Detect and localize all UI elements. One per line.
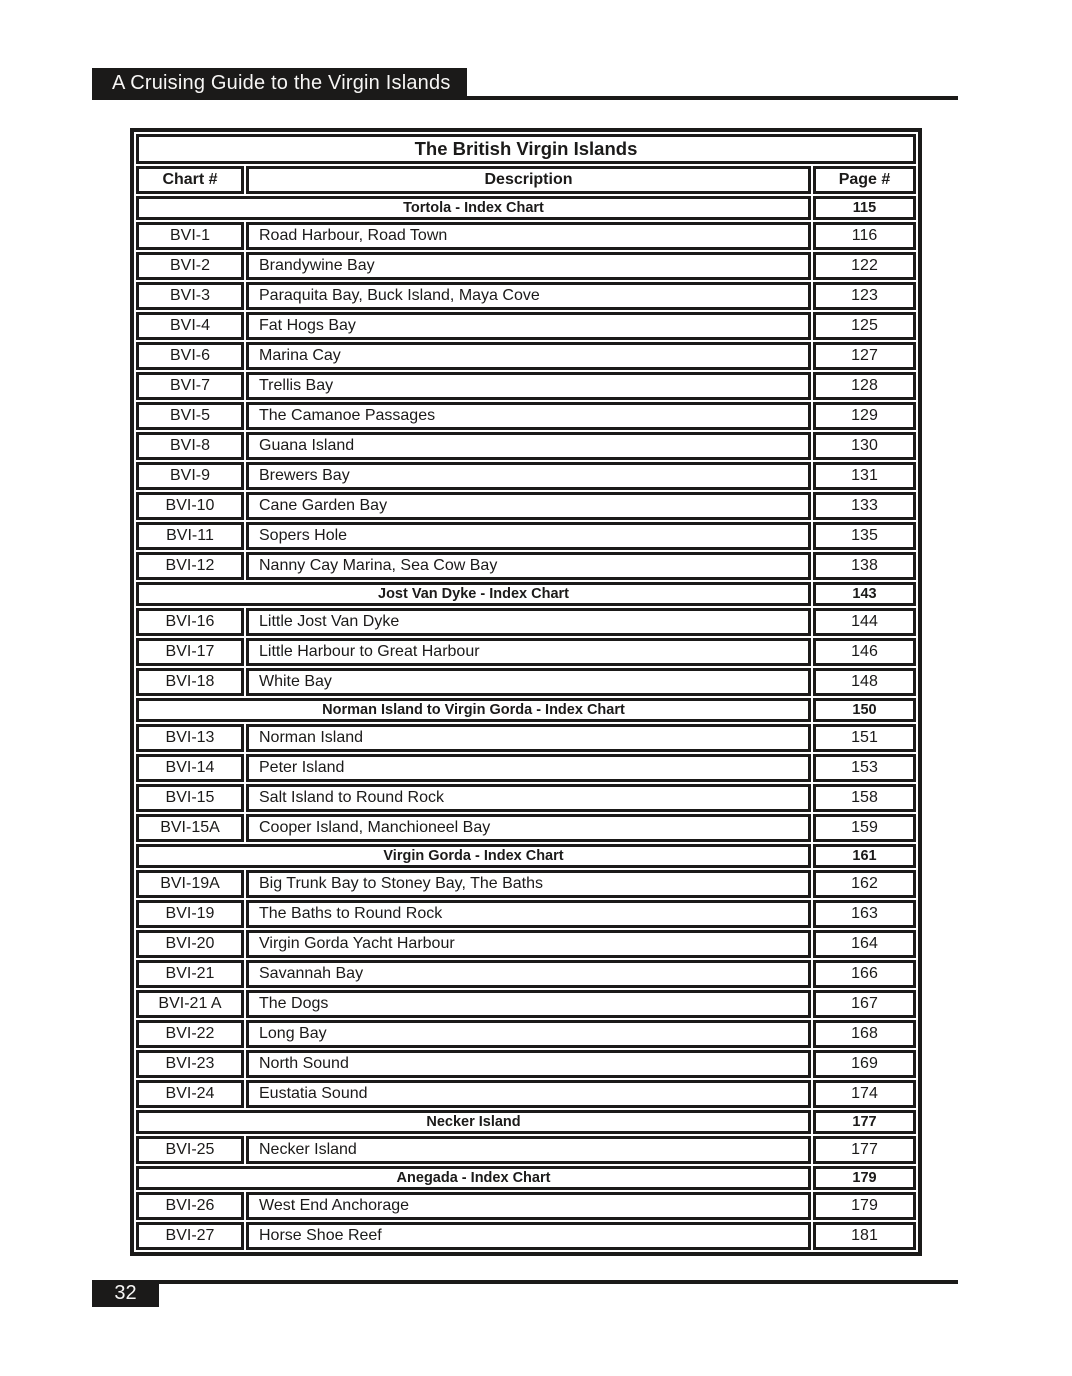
section-label: Virgin Gorda - Index Chart bbox=[136, 844, 811, 868]
chart-description: Road Harbour, Road Town bbox=[246, 222, 811, 250]
chart-description: Salt Island to Round Rock bbox=[246, 784, 811, 812]
chart-page-number: 135 bbox=[813, 522, 916, 550]
chart-number: BVI-5 bbox=[136, 402, 244, 430]
chart-number: BVI-6 bbox=[136, 342, 244, 370]
table-row bbox=[136, 724, 916, 752]
section-row bbox=[136, 582, 916, 606]
column-header-description: Description bbox=[246, 166, 811, 194]
chart-description: Necker Island bbox=[246, 1136, 811, 1164]
table-row bbox=[136, 492, 916, 520]
table-row bbox=[136, 1222, 916, 1250]
section-page-number: 177 bbox=[813, 1110, 916, 1134]
chart-page-number: 125 bbox=[813, 312, 916, 340]
chart-description: The Dogs bbox=[246, 990, 811, 1018]
table-row bbox=[136, 372, 916, 400]
chart-number: BVI-18 bbox=[136, 668, 244, 696]
page-header bbox=[92, 68, 958, 100]
chart-description: Long Bay bbox=[246, 1020, 811, 1048]
chart-number: BVI-12 bbox=[136, 552, 244, 580]
chart-description: West End Anchorage bbox=[246, 1192, 811, 1220]
chart-page-number: 138 bbox=[813, 552, 916, 580]
chart-number: BVI-10 bbox=[136, 492, 244, 520]
chart-page-number: 131 bbox=[813, 462, 916, 490]
chart-page-number: 129 bbox=[813, 402, 916, 430]
chart-page-number: 146 bbox=[813, 638, 916, 666]
table-row bbox=[136, 342, 916, 370]
table-row bbox=[136, 814, 916, 842]
table-row bbox=[136, 870, 916, 898]
chart-description: Guana Island bbox=[246, 432, 811, 460]
header-rule bbox=[467, 96, 958, 100]
section-page-number: 161 bbox=[813, 844, 916, 868]
chart-description: Cooper Island, Manchioneel Bay bbox=[246, 814, 811, 842]
table-row bbox=[136, 252, 916, 280]
section-row bbox=[136, 698, 916, 722]
chart-number: BVI-3 bbox=[136, 282, 244, 310]
chart-description: The Camanoe Passages bbox=[246, 402, 811, 430]
chart-page-number: 168 bbox=[813, 1020, 916, 1048]
section-row bbox=[136, 844, 916, 868]
chart-number: BVI-27 bbox=[136, 1222, 244, 1250]
chart-number: BVI-20 bbox=[136, 930, 244, 958]
chart-description: Sopers Hole bbox=[246, 522, 811, 550]
chart-number: BVI-15 bbox=[136, 784, 244, 812]
table-row bbox=[136, 784, 916, 812]
chart-page-number: 128 bbox=[813, 372, 916, 400]
chart-description: Norman Island bbox=[246, 724, 811, 752]
page-number: 32 bbox=[114, 1282, 137, 1304]
table-title: The British Virgin Islands bbox=[136, 134, 916, 164]
section-row bbox=[136, 1110, 916, 1134]
page-number-box bbox=[92, 1280, 159, 1307]
table-row bbox=[136, 522, 916, 550]
chart-number: BVI-1 bbox=[136, 222, 244, 250]
chart-number: BVI-8 bbox=[136, 432, 244, 460]
chart-description: White Bay bbox=[246, 668, 811, 696]
section-label: Norman Island to Virgin Gorda - Index Chart bbox=[136, 698, 811, 722]
footer-rule bbox=[159, 1280, 958, 1284]
page-footer bbox=[92, 1280, 958, 1307]
chart-page-number: 133 bbox=[813, 492, 916, 520]
chart-number: BVI-23 bbox=[136, 1050, 244, 1078]
chart-page-number: 151 bbox=[813, 724, 916, 752]
section-label: Anegada - Index Chart bbox=[136, 1166, 811, 1190]
chart-description: Little Jost Van Dyke bbox=[246, 608, 811, 636]
chart-page-number: 163 bbox=[813, 900, 916, 928]
chart-page-number: 179 bbox=[813, 1192, 916, 1220]
chart-page-number: 122 bbox=[813, 252, 916, 280]
table-row bbox=[136, 1192, 916, 1220]
table-row bbox=[136, 1080, 916, 1108]
chart-number: BVI-19A bbox=[136, 870, 244, 898]
section-page-number: 115 bbox=[813, 196, 916, 220]
chart-number: BVI-15A bbox=[136, 814, 244, 842]
running-header-band bbox=[92, 68, 467, 100]
section-label: Tortola - Index Chart bbox=[136, 196, 811, 220]
chart-number: BVI-16 bbox=[136, 608, 244, 636]
section-page-number: 179 bbox=[813, 1166, 916, 1190]
chart-description: Trellis Bay bbox=[246, 372, 811, 400]
chart-number: BVI-14 bbox=[136, 754, 244, 782]
chart-page-number: 116 bbox=[813, 222, 916, 250]
chart-number: BVI-24 bbox=[136, 1080, 244, 1108]
chart-page-number: 159 bbox=[813, 814, 916, 842]
chart-description: Big Trunk Bay to Stoney Bay, The Baths bbox=[246, 870, 811, 898]
section-page-number: 150 bbox=[813, 698, 916, 722]
chart-page-number: 164 bbox=[813, 930, 916, 958]
chart-description: Eustatia Sound bbox=[246, 1080, 811, 1108]
section-page-number: 143 bbox=[813, 582, 916, 606]
chart-description: Little Harbour to Great Harbour bbox=[246, 638, 811, 666]
section-row bbox=[136, 196, 916, 220]
chart-description: Peter Island bbox=[246, 754, 811, 782]
chart-page-number: 181 bbox=[813, 1222, 916, 1250]
chart-description: Savannah Bay bbox=[246, 960, 811, 988]
section-row bbox=[136, 1166, 916, 1190]
chart-number: BVI-21 bbox=[136, 960, 244, 988]
table-row bbox=[136, 900, 916, 928]
chart-description: North Sound bbox=[246, 1050, 811, 1078]
chart-number: BVI-9 bbox=[136, 462, 244, 490]
chart-page-number: 177 bbox=[813, 1136, 916, 1164]
chart-number: BVI-26 bbox=[136, 1192, 244, 1220]
chart-page-number: 174 bbox=[813, 1080, 916, 1108]
chart-description: Marina Cay bbox=[246, 342, 811, 370]
table-row bbox=[136, 462, 916, 490]
table-row bbox=[136, 668, 916, 696]
chart-page-number: 127 bbox=[813, 342, 916, 370]
table-row bbox=[136, 1136, 916, 1164]
chart-page-number: 158 bbox=[813, 784, 916, 812]
section-label: Jost Van Dyke - Index Chart bbox=[136, 582, 811, 606]
table-row bbox=[136, 608, 916, 636]
chart-page-number: 130 bbox=[813, 432, 916, 460]
table-row bbox=[136, 222, 916, 250]
chart-number: BVI-22 bbox=[136, 1020, 244, 1048]
section-label: Necker Island bbox=[136, 1110, 811, 1134]
table-row bbox=[136, 312, 916, 340]
table-title-row bbox=[136, 134, 916, 164]
chart-description: Virgin Gorda Yacht Harbour bbox=[246, 930, 811, 958]
chart-page-number: 167 bbox=[813, 990, 916, 1018]
table-row bbox=[136, 638, 916, 666]
running-header-title: A Cruising Guide to the Virgin Islands bbox=[112, 71, 451, 94]
chart-page-number: 144 bbox=[813, 608, 916, 636]
chart-description: Cane Garden Bay bbox=[246, 492, 811, 520]
chart-page-number: 153 bbox=[813, 754, 916, 782]
chart-number: BVI-7 bbox=[136, 372, 244, 400]
chart-number: BVI-25 bbox=[136, 1136, 244, 1164]
chart-description: Brandywine Bay bbox=[246, 252, 811, 280]
chart-page-number: 123 bbox=[813, 282, 916, 310]
chart-index-table bbox=[130, 128, 922, 1256]
chart-number: BVI-2 bbox=[136, 252, 244, 280]
chart-number: BVI-21 A bbox=[136, 990, 244, 1018]
chart-description: Paraquita Bay, Buck Island, Maya Cove bbox=[246, 282, 811, 310]
chart-page-number: 162 bbox=[813, 870, 916, 898]
chart-number: BVI-13 bbox=[136, 724, 244, 752]
table-row bbox=[136, 1020, 916, 1048]
table-row bbox=[136, 1050, 916, 1078]
table-row bbox=[136, 930, 916, 958]
table-row bbox=[136, 402, 916, 430]
chart-page-number: 166 bbox=[813, 960, 916, 988]
table-header-row bbox=[136, 166, 916, 194]
table-row bbox=[136, 282, 916, 310]
chart-description: Horse Shoe Reef bbox=[246, 1222, 811, 1250]
table-row bbox=[136, 432, 916, 460]
table-row bbox=[136, 552, 916, 580]
column-header-page: Page # bbox=[813, 166, 916, 194]
chart-page-number: 148 bbox=[813, 668, 916, 696]
chart-number: BVI-17 bbox=[136, 638, 244, 666]
chart-description: The Baths to Round Rock bbox=[246, 900, 811, 928]
chart-number: BVI-4 bbox=[136, 312, 244, 340]
chart-description: Nanny Cay Marina, Sea Cow Bay bbox=[246, 552, 811, 580]
chart-description: Fat Hogs Bay bbox=[246, 312, 811, 340]
table-row bbox=[136, 754, 916, 782]
chart-page-number: 169 bbox=[813, 1050, 916, 1078]
table-row bbox=[136, 960, 916, 988]
chart-number: BVI-19 bbox=[136, 900, 244, 928]
chart-description: Brewers Bay bbox=[246, 462, 811, 490]
table-row bbox=[136, 990, 916, 1018]
column-header-chart: Chart # bbox=[136, 166, 244, 194]
chart-number: BVI-11 bbox=[136, 522, 244, 550]
